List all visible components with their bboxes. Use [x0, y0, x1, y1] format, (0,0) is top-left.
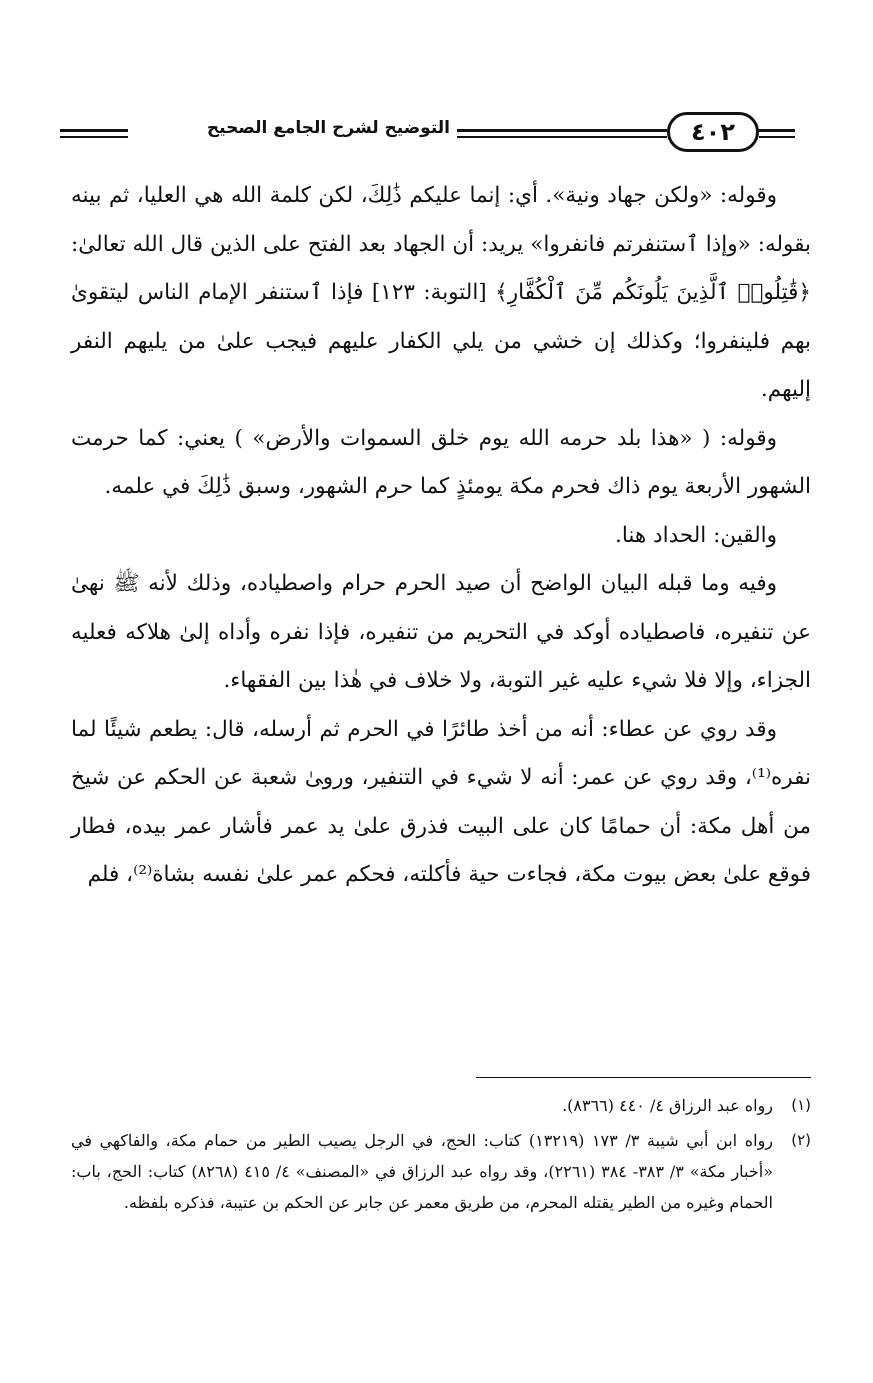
running-title: التوضيح لشرح الجامع الصحيح — [206, 118, 450, 138]
footnote-text: رواه ابن أبي شيبة ٣/ ١٧٣ (١٣٢١٩) كتاب: الحج، في الرجل يصيب الطير من حمام مكة، والفاكهي في «أخبار مكة» ٣/ ٣٨٣- ٣٨٤ (٢٢٦١)، وقد رواه عبد الرزاق في «المصنف» ٤/ ٤١٥ (٨٢٦٨) كتاب: الحج، باب: الحمام وغيره من الطير يقتله المحرم، من طريق معمر عن جابر عن الحكم بن عتيبة، فذكره بلفظه. — [71, 1131, 774, 1212]
header-rule-right — [759, 129, 795, 132]
footnote-item — [71, 1125, 811, 1218]
footnote-number: (٢) — [791, 1131, 811, 1149]
header-rule-right-2 — [759, 136, 795, 138]
footnote-number: (١) — [791, 1096, 811, 1114]
header-rule-left — [60, 129, 128, 132]
paragraph: وفيه وما قبله البيان الواضح أن صيد الحرم حرام واصطياده، وذلك لأنه ﷺ نهىٰ عن تنفيره، فاصطياده أوكد في التحريم من تنفيره، فإذا نفره وأداه إلىٰ هلاكه فعليه الجزاء، وإلا فلا شيء عليه غير التوبة، ولا خلاف في هٰذا بين الفقهاء. — [71, 571, 811, 693]
footnote-item — [71, 1090, 811, 1121]
header-rule-middle — [457, 129, 667, 132]
page-header — [60, 112, 795, 156]
main-text — [71, 172, 811, 900]
page-number: ٤٠٢ — [691, 118, 735, 146]
header-rule-left-2 — [60, 136, 128, 138]
header-rule-middle-2 — [457, 136, 667, 138]
paragraph: وقوله: «ولكن جهاد ونية». أي: إنما عليكم ذَٰلِكَ، لكن كلمة الله هي العليا، ثم بينه بقوله: «وإذا ٱستنفرتم فانفروا» يريد: أن الجهاد بعد الفتح على الذين قال الله تعالىٰ: ﴿قَٰتِلُوا۟ ٱلَّذِينَ يَلُونَكُم مِّنَ ٱلْكُفَّارِ﴾ [التوبة: ١٢٣] فإذا ٱستنفر الإمام الناس ليتقوىٰ بهم فلينفروا؛ وكذلك إن خشي من يلي الكفار عليهم فيجب علىٰ من يليهم النفر إليهم. — [71, 183, 811, 402]
footnotes — [71, 1090, 811, 1222]
footnote-separator — [476, 1077, 811, 1078]
paragraph: والقين: الحداد هنا. — [615, 522, 777, 548]
page-number-badge — [667, 112, 759, 152]
paragraph: وقد روي عن عطاء: أنه من أخذ طائرًا في الحرم ثم أرسله، قال: يطعم شيئًا لما نفره⁽¹⁾، وقد روي عن عمر: أنه لا شيء في التنفير، ورو‍ىٰ شعبة عن الحكم عن شيخ من أهل مكة: أن حمامًا كان على البيت فذرق علىٰ يد عمر فأشار عمر بيده، فطار فوقع علىٰ بعض بيوت مكة، فجاءت حية فأكلته، فحكم عمر علىٰ نفسه بشاة⁽²⁾، فلم — [71, 716, 811, 887]
paragraph: وقوله: ( «هذا بلد حرمه الله يوم خلق السموات والأرض» ) يعني: كما حرمت الشهور الأربعة يوم ذاك فحرم مكة يومئذٍ كما حرم الشهور، وسبق ذَٰلِكَ في علمه. — [71, 425, 811, 499]
footnote-text: رواه عبد الرزاق ٤/ ٤٤٠ (٨٣٦٦). — [562, 1096, 773, 1115]
